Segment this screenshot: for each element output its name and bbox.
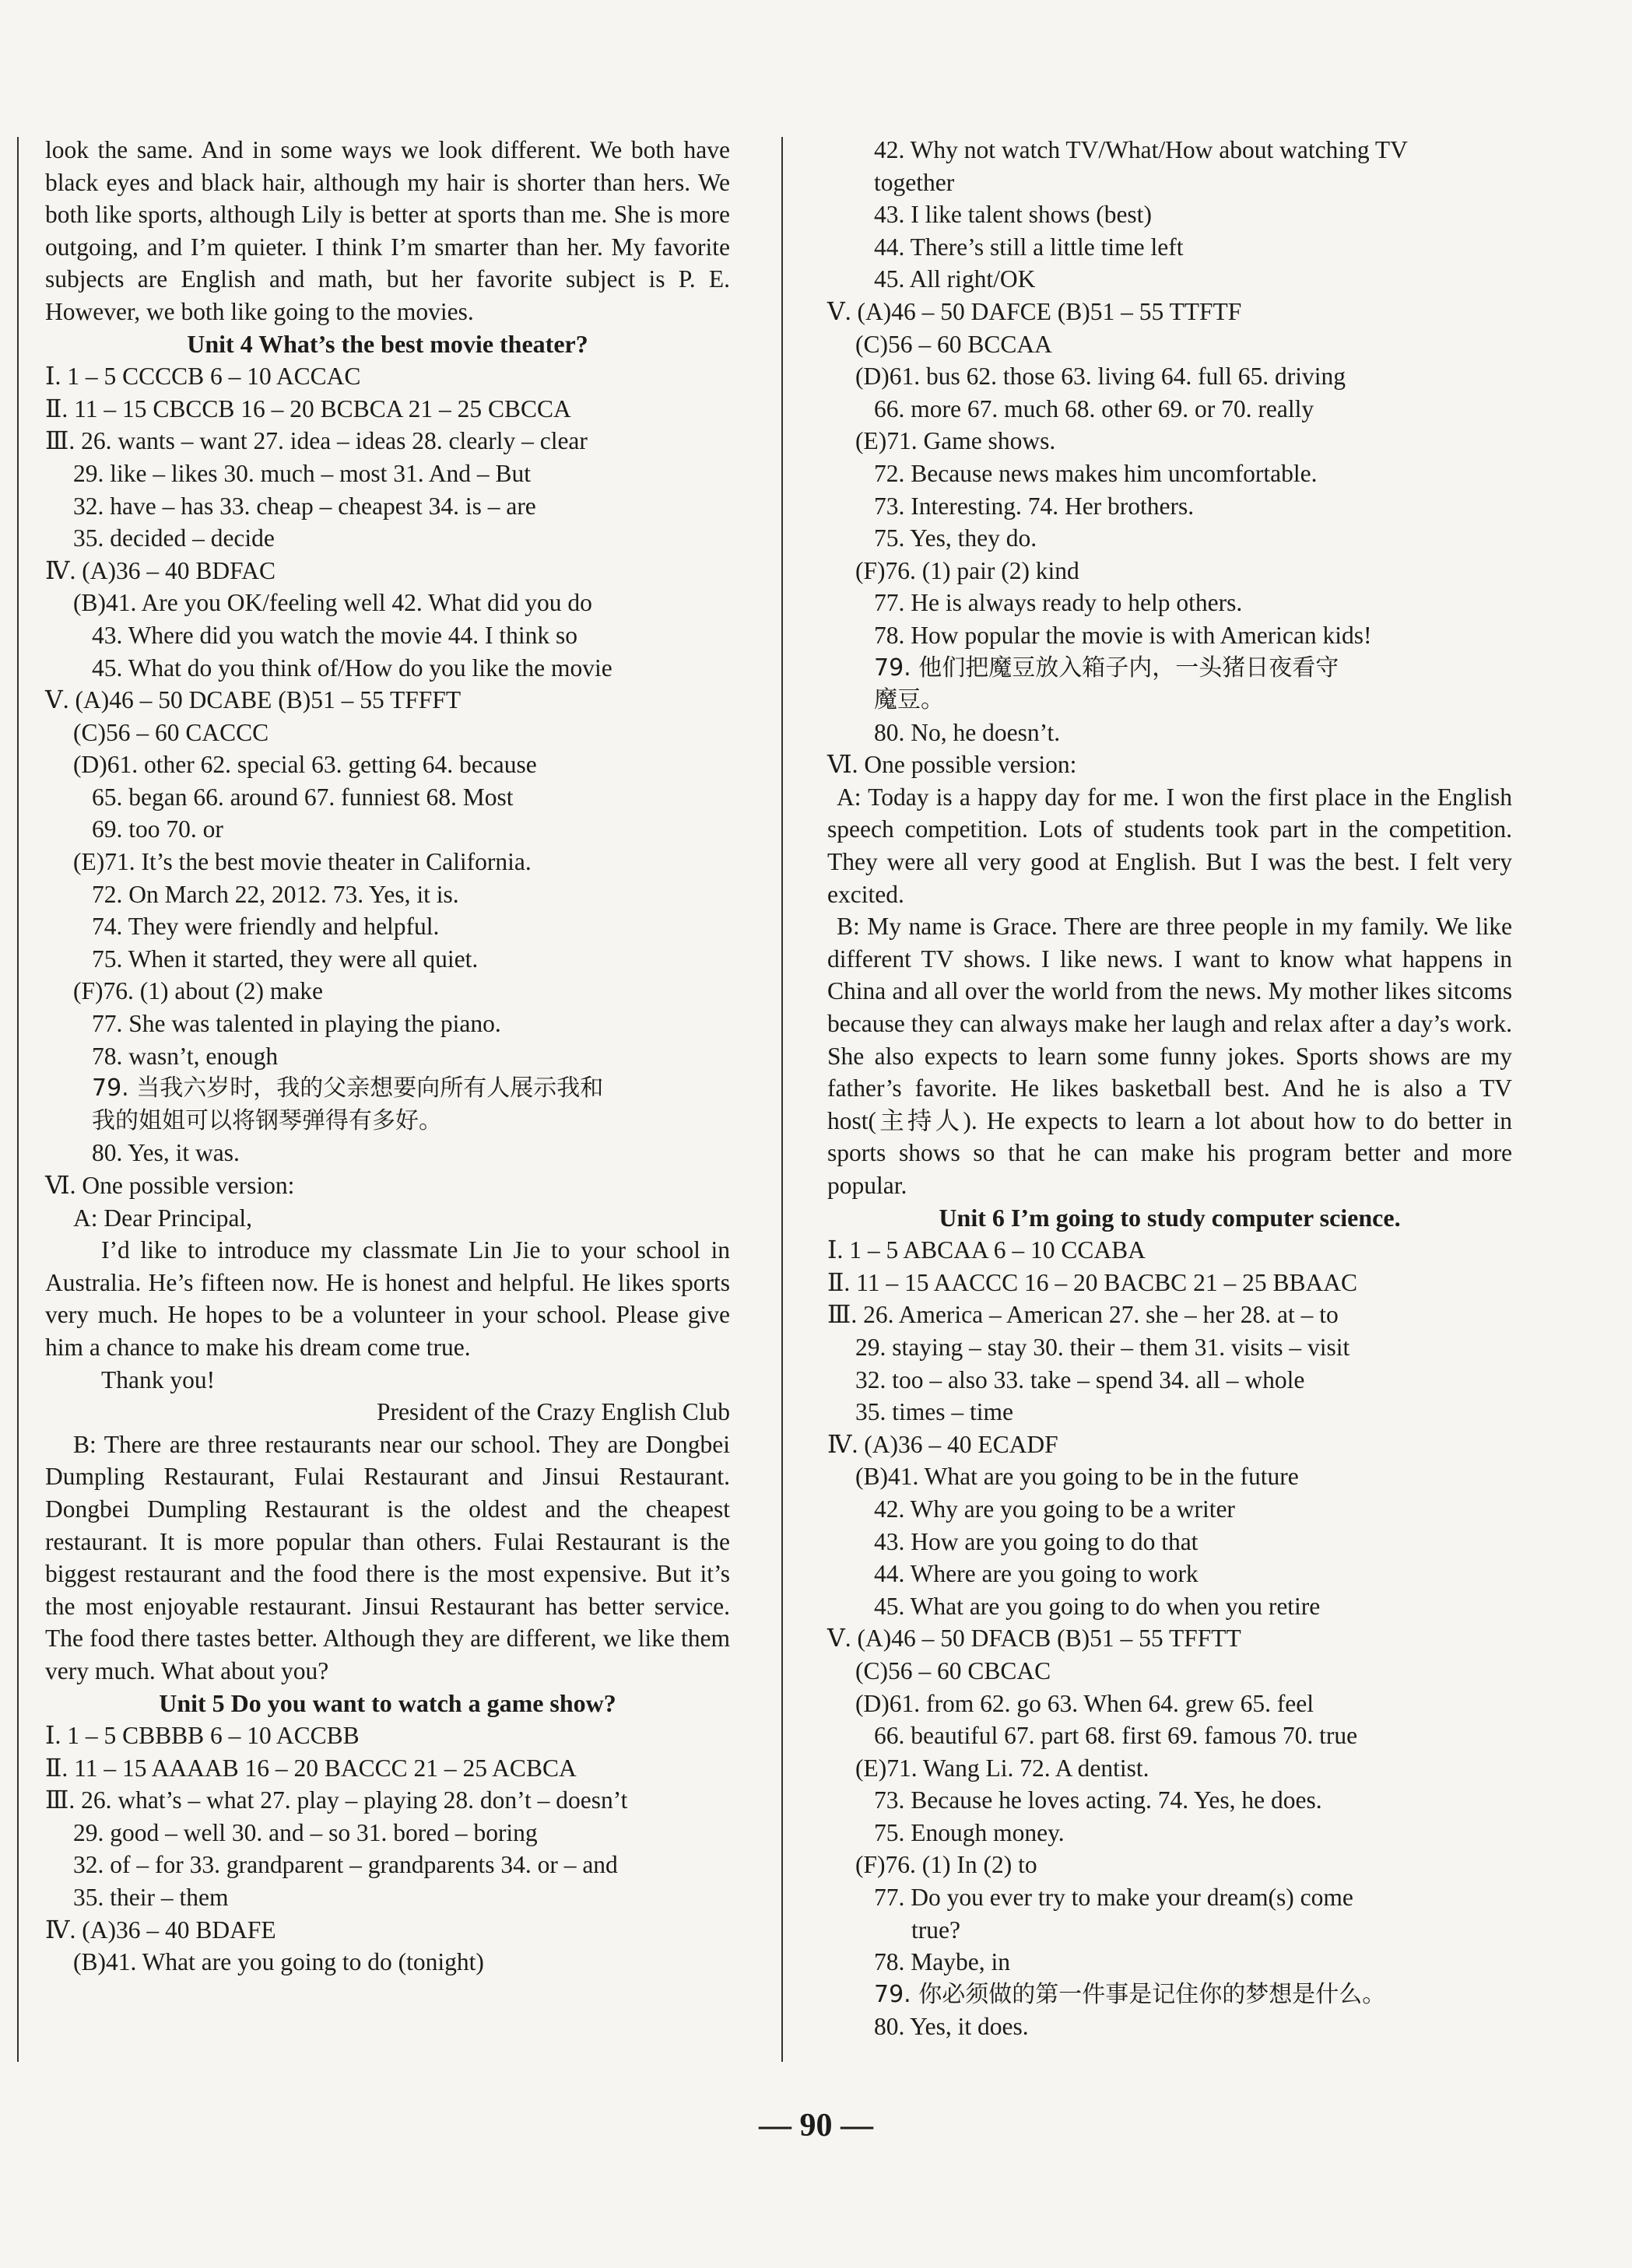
unit6-section-3-line: 29. staying – stay 30. their – them 31. visits – visit bbox=[855, 1333, 1350, 1361]
page-number: — 90 — bbox=[759, 2108, 873, 2144]
unit6-section-4b-line: 45. What are you going to do when you retire bbox=[874, 1592, 1321, 1620]
unit6-section-4b: (B)41. What are you going to be in the future bbox=[855, 1463, 1299, 1491]
unit5-section-5f-line: 77. He is always ready to help others. bbox=[874, 589, 1243, 617]
unit6-section-2: Ⅱ. 11 – 15 AACCC 16 – 20 BACBC 21 – 25 BBAAC bbox=[827, 1268, 1357, 1296]
unit5-section-5f-80: 80. No, he doesn’t. bbox=[874, 718, 1061, 746]
unit5-section-5d-line: 66. more 67. much 68. other 69. or 70. really bbox=[874, 394, 1314, 422]
unit4-section-4a: Ⅳ. (A)36 – 40 BDFAC bbox=[45, 556, 276, 584]
unit4-section-4b-line: 45. What do you think of/How do you like the movie bbox=[92, 654, 612, 682]
unit5-section-5e-line: 72. Because news makes him uncomfortable. bbox=[874, 459, 1318, 487]
unit5-section-3-line: 35. their – them bbox=[73, 1884, 229, 1912]
unit5-section-4b-42-cont: together bbox=[874, 168, 955, 196]
unit5-section-3-line: 29. good – well 30. and – so 31. bored – boring bbox=[73, 1818, 538, 1846]
unit4-section-6-title: Ⅵ. One possible version: bbox=[45, 1172, 295, 1199]
unit4-section-3-line: 32. have – has 33. cheap – cheapest 34. is – are bbox=[73, 492, 536, 520]
unit6-section-5d-line: 66. beautiful 67. part 68. first 69. famous 70. true bbox=[874, 1722, 1358, 1750]
unit4-section-5d: (D)61. other 62. special 63. getting 64. because bbox=[73, 751, 537, 779]
unit4-writing-a-body: I’d like to introduce my classmate Lin Jie to your school in Australia. He’s fifteen now. He is honest and helpful. He likes sports very much. He hopes to be a volunteer in your school. Please give him a chance to make his dream come true. bbox=[45, 1236, 730, 1361]
unit6-section-5f-77: 77. Do you ever try to make your dream(s) come bbox=[874, 1884, 1353, 1912]
unit5-section-6-title: Ⅵ. One possible version: bbox=[827, 751, 1077, 779]
unit6-section-5f-80: 80. Yes, it does. bbox=[874, 2013, 1029, 2041]
unit5-section-5e-line: 75. Yes, they do. bbox=[874, 524, 1037, 552]
unit5-section-3-line: 32. of – for 33. grandparent – grandparents 34. or – and bbox=[73, 1851, 618, 1879]
unit4-section-5f-line: 78. wasn’t, enough bbox=[92, 1042, 279, 1070]
unit6-section-5f-78: 78. Maybe, in bbox=[874, 1948, 1010, 1976]
column-divider-line bbox=[781, 137, 783, 2062]
unit6-section-4b-line: 42. Why are you going to be a writer bbox=[874, 1495, 1235, 1523]
unit5-translation: 79. 他们把魔豆放入箱子内，一头猪日夜看守 bbox=[874, 654, 1339, 682]
unit5-section-4b-line: 43. I like talent shows (best) bbox=[874, 201, 1152, 229]
unit6-section-5f-77-cont: true? bbox=[911, 1916, 960, 1944]
unit6-section-3: Ⅲ. 26. America – American 27. she – her 28. at – to bbox=[827, 1301, 1339, 1329]
unit5-section-4a: Ⅳ. (A)36 – 40 BDAFE bbox=[45, 1916, 276, 1944]
right-column bbox=[827, 134, 1512, 2043]
unit4-section-3: Ⅲ. 26. wants – want 27. idea – ideas 28. clearly – clear bbox=[45, 427, 588, 455]
unit5-section-5f: (F)76. (1) pair (2) kind bbox=[855, 556, 1079, 584]
left-column bbox=[45, 134, 730, 1979]
unit4-section-5e: (E)71. It’s the best movie theater in California. bbox=[73, 848, 532, 876]
unit4-section-5e-line: 75. When it started, they were all quiet. bbox=[92, 945, 479, 973]
unit4-section-4b: (B)41. Are you OK/feeling well 42. What did you do bbox=[73, 589, 592, 617]
unit5-writing-b-body: B: My name is Grace. There are three people in my family. We like different TV shows. I like news. I want to know what happens in China and all over the world from the news. My mother likes sitcoms because they can always make her laugh and relax after a day’s work. She also expects to learn some funny jokes. Sports shows are my father’s favorite. He likes basketball best. And he is also a TV host(主持人). He expects to learn a lot about how to do better in sports shows so that he can make his program better and more popular. bbox=[827, 913, 1512, 1199]
unit4-translation: 79. 当我六岁时，我的父亲想要向所有人展示我和 bbox=[92, 1074, 604, 1102]
unit5-section-5c: (C)56 – 60 BCCAA bbox=[855, 330, 1052, 358]
unit6-section-1: Ⅰ. 1 – 5 ABCAA 6 – 10 CCABA bbox=[827, 1236, 1146, 1264]
unit6-section-5f: (F)76. (1) In (2) to bbox=[855, 1851, 1037, 1879]
unit4-writing-b-body: B: There are three restaurants near our school. They are Dongbei Dumpling Restaurant, Fulai Restaurant and Jinsui Restaurant. Dongbei Dumpling Restaurant is the oldest and the cheapest restaurant. It is more popular than others. Fulai Restaurant is the biggest restaurant and the food there is the most expensive. But it’s the most enjoyable restaurant. Jinsui Restaurant has better service. The food there tastes better. Although they are different, we like them very much. What about you? bbox=[45, 1430, 730, 1684]
unit4-section-5e-line: 72. On March 22, 2012. 73. Yes, it is. bbox=[92, 880, 459, 908]
unit6-section-4b-line: 44. Where are you going to work bbox=[874, 1560, 1199, 1588]
unit5-writing-a-body: A: Today is a happy day for me. I won the first place in the English speech competition. Lots of students took part in the competition. They were all very good at English. But I was the best. I felt very excited. bbox=[827, 783, 1512, 908]
unit4-section-4b-line: 43. Where did you watch the movie 44. I think so bbox=[92, 621, 578, 649]
unit4-writing-a-signature: President of the Crazy English Club bbox=[376, 1398, 730, 1426]
unit6-section-5e: (E)71. Wang Li. 72. A dentist. bbox=[855, 1754, 1149, 1782]
unit5-section-5f-line: 78. How popular the movie is with American kids! bbox=[874, 621, 1372, 649]
unit6-section-5c: (C)56 – 60 CBCAC bbox=[855, 1656, 1051, 1684]
unit4-section-5e-line: 74. They were friendly and helpful. bbox=[92, 913, 440, 941]
unit4-writing-a-label: A: Dear Principal, bbox=[73, 1204, 253, 1232]
unit5-section-1: Ⅰ. 1 – 5 CBBBB 6 – 10 ACCBB bbox=[45, 1722, 360, 1750]
unit4-section-3-line: 35. decided – decide bbox=[73, 524, 275, 552]
unit5-section-5d: (D)61. bus 62. those 63. living 64. full 65. driving bbox=[855, 363, 1346, 391]
unit5-section-4b: (B)41. What are you going to do (tonight) bbox=[73, 1948, 484, 1976]
unit4-section-5f: (F)76. (1) about (2) make bbox=[73, 977, 324, 1005]
unit6-section-4a: Ⅳ. (A)36 – 40 ECADF bbox=[827, 1430, 1058, 1458]
unit4-section-5f-line: 77. She was talented in playing the piano. bbox=[92, 1010, 501, 1038]
unit6-translation: 79. 你必须做的第一件事是记住你的梦想是什么。 bbox=[874, 1980, 1386, 2008]
unit6-section-5ab: Ⅴ. (A)46 – 50 DFACB (B)51 – 55 TFFTT bbox=[827, 1625, 1241, 1653]
unit5-section-2: Ⅱ. 11 – 15 AAAAB 16 – 20 BACCC 21 – 25 ACBCA bbox=[45, 1754, 577, 1782]
unit4-section-5c: (C)56 – 60 CACCC bbox=[73, 718, 269, 746]
unit6-section-4b-line: 43. How are you going to do that bbox=[874, 1527, 1199, 1555]
unit4-writing-a-thanks: Thank you! bbox=[101, 1365, 216, 1393]
unit5-section-5ab: Ⅴ. (A)46 – 50 DAFCE (B)51 – 55 TTFTF bbox=[827, 297, 1242, 325]
unit4-section-3-line: 29. like – likes 30. much – most 31. And – But bbox=[73, 459, 531, 487]
unit4-translation-cont: 我的姐姐可以将钢琴弹得有多好。 bbox=[92, 1106, 442, 1134]
unit6-section-5e-line: 75. Enough money. bbox=[874, 1818, 1065, 1846]
unit6-section-3-line: 32. too – also 33. take – spend 34. all – whole bbox=[855, 1365, 1305, 1393]
unit5-section-5e: (E)71. Game shows. bbox=[855, 427, 1056, 455]
unit4-title: Unit 4 What’s the best movie theater? bbox=[187, 329, 588, 358]
unit5-section-3: Ⅲ. 26. what’s – what 27. play – playing 28. don’t – doesn’t bbox=[45, 1786, 628, 1814]
unit6-section-3-line: 35. times – time bbox=[855, 1398, 1013, 1426]
unit6-title: Unit 6 I’m going to study computer science. bbox=[939, 1203, 1401, 1232]
unit5-section-5e-line: 73. Interesting. 74. Her brothers. bbox=[874, 492, 1195, 520]
unit4-section-5f-80: 80. Yes, it was. bbox=[92, 1139, 240, 1167]
unit5-section-4b-42: 42. Why not watch TV/What/How about watching TV bbox=[874, 136, 1408, 163]
unit4-section-5d-line: 65. began 66. around 67. funniest 68. Most bbox=[92, 783, 514, 811]
unit4-section-5d-line: 69. too 70. or bbox=[92, 815, 223, 843]
left-border-line bbox=[17, 137, 19, 2062]
unit6-section-5d: (D)61. from 62. go 63. When 64. grew 65. feel bbox=[855, 1689, 1314, 1717]
unit4-section-2: Ⅱ. 11 – 15 CBCCB 16 – 20 BCBCA 21 – 25 CBCCA bbox=[45, 394, 571, 422]
unit5-section-4b-line: 44. There’s still a little time left bbox=[874, 233, 1184, 261]
unit4-section-1: Ⅰ. 1 – 5 CCCCB 6 – 10 ACCAC bbox=[45, 363, 361, 391]
unit5-title: Unit 5 Do you want to watch a game show? bbox=[159, 1688, 616, 1717]
intro-paragraph: look the same. And in some ways we look different. We both have black eyes and black hair, although my hair is shorter than hers. We both like sports, although Lily is better at sports than me. She is more outgoing, and I’m quieter. I think I’m smarter than her. My favorite subjects are English and math, but her favorite subject is P. E. However, we both like going to the movies. bbox=[45, 136, 730, 325]
unit4-section-5ab: Ⅴ. (A)46 – 50 DCABE (B)51 – 55 TFFFT bbox=[45, 686, 462, 714]
unit5-section-4b-line: 45. All right/OK bbox=[874, 265, 1036, 293]
unit5-translation-cont: 魔豆。 bbox=[874, 686, 944, 714]
unit6-section-5e-line: 73. Because he loves acting. 74. Yes, he does. bbox=[874, 1786, 1322, 1814]
